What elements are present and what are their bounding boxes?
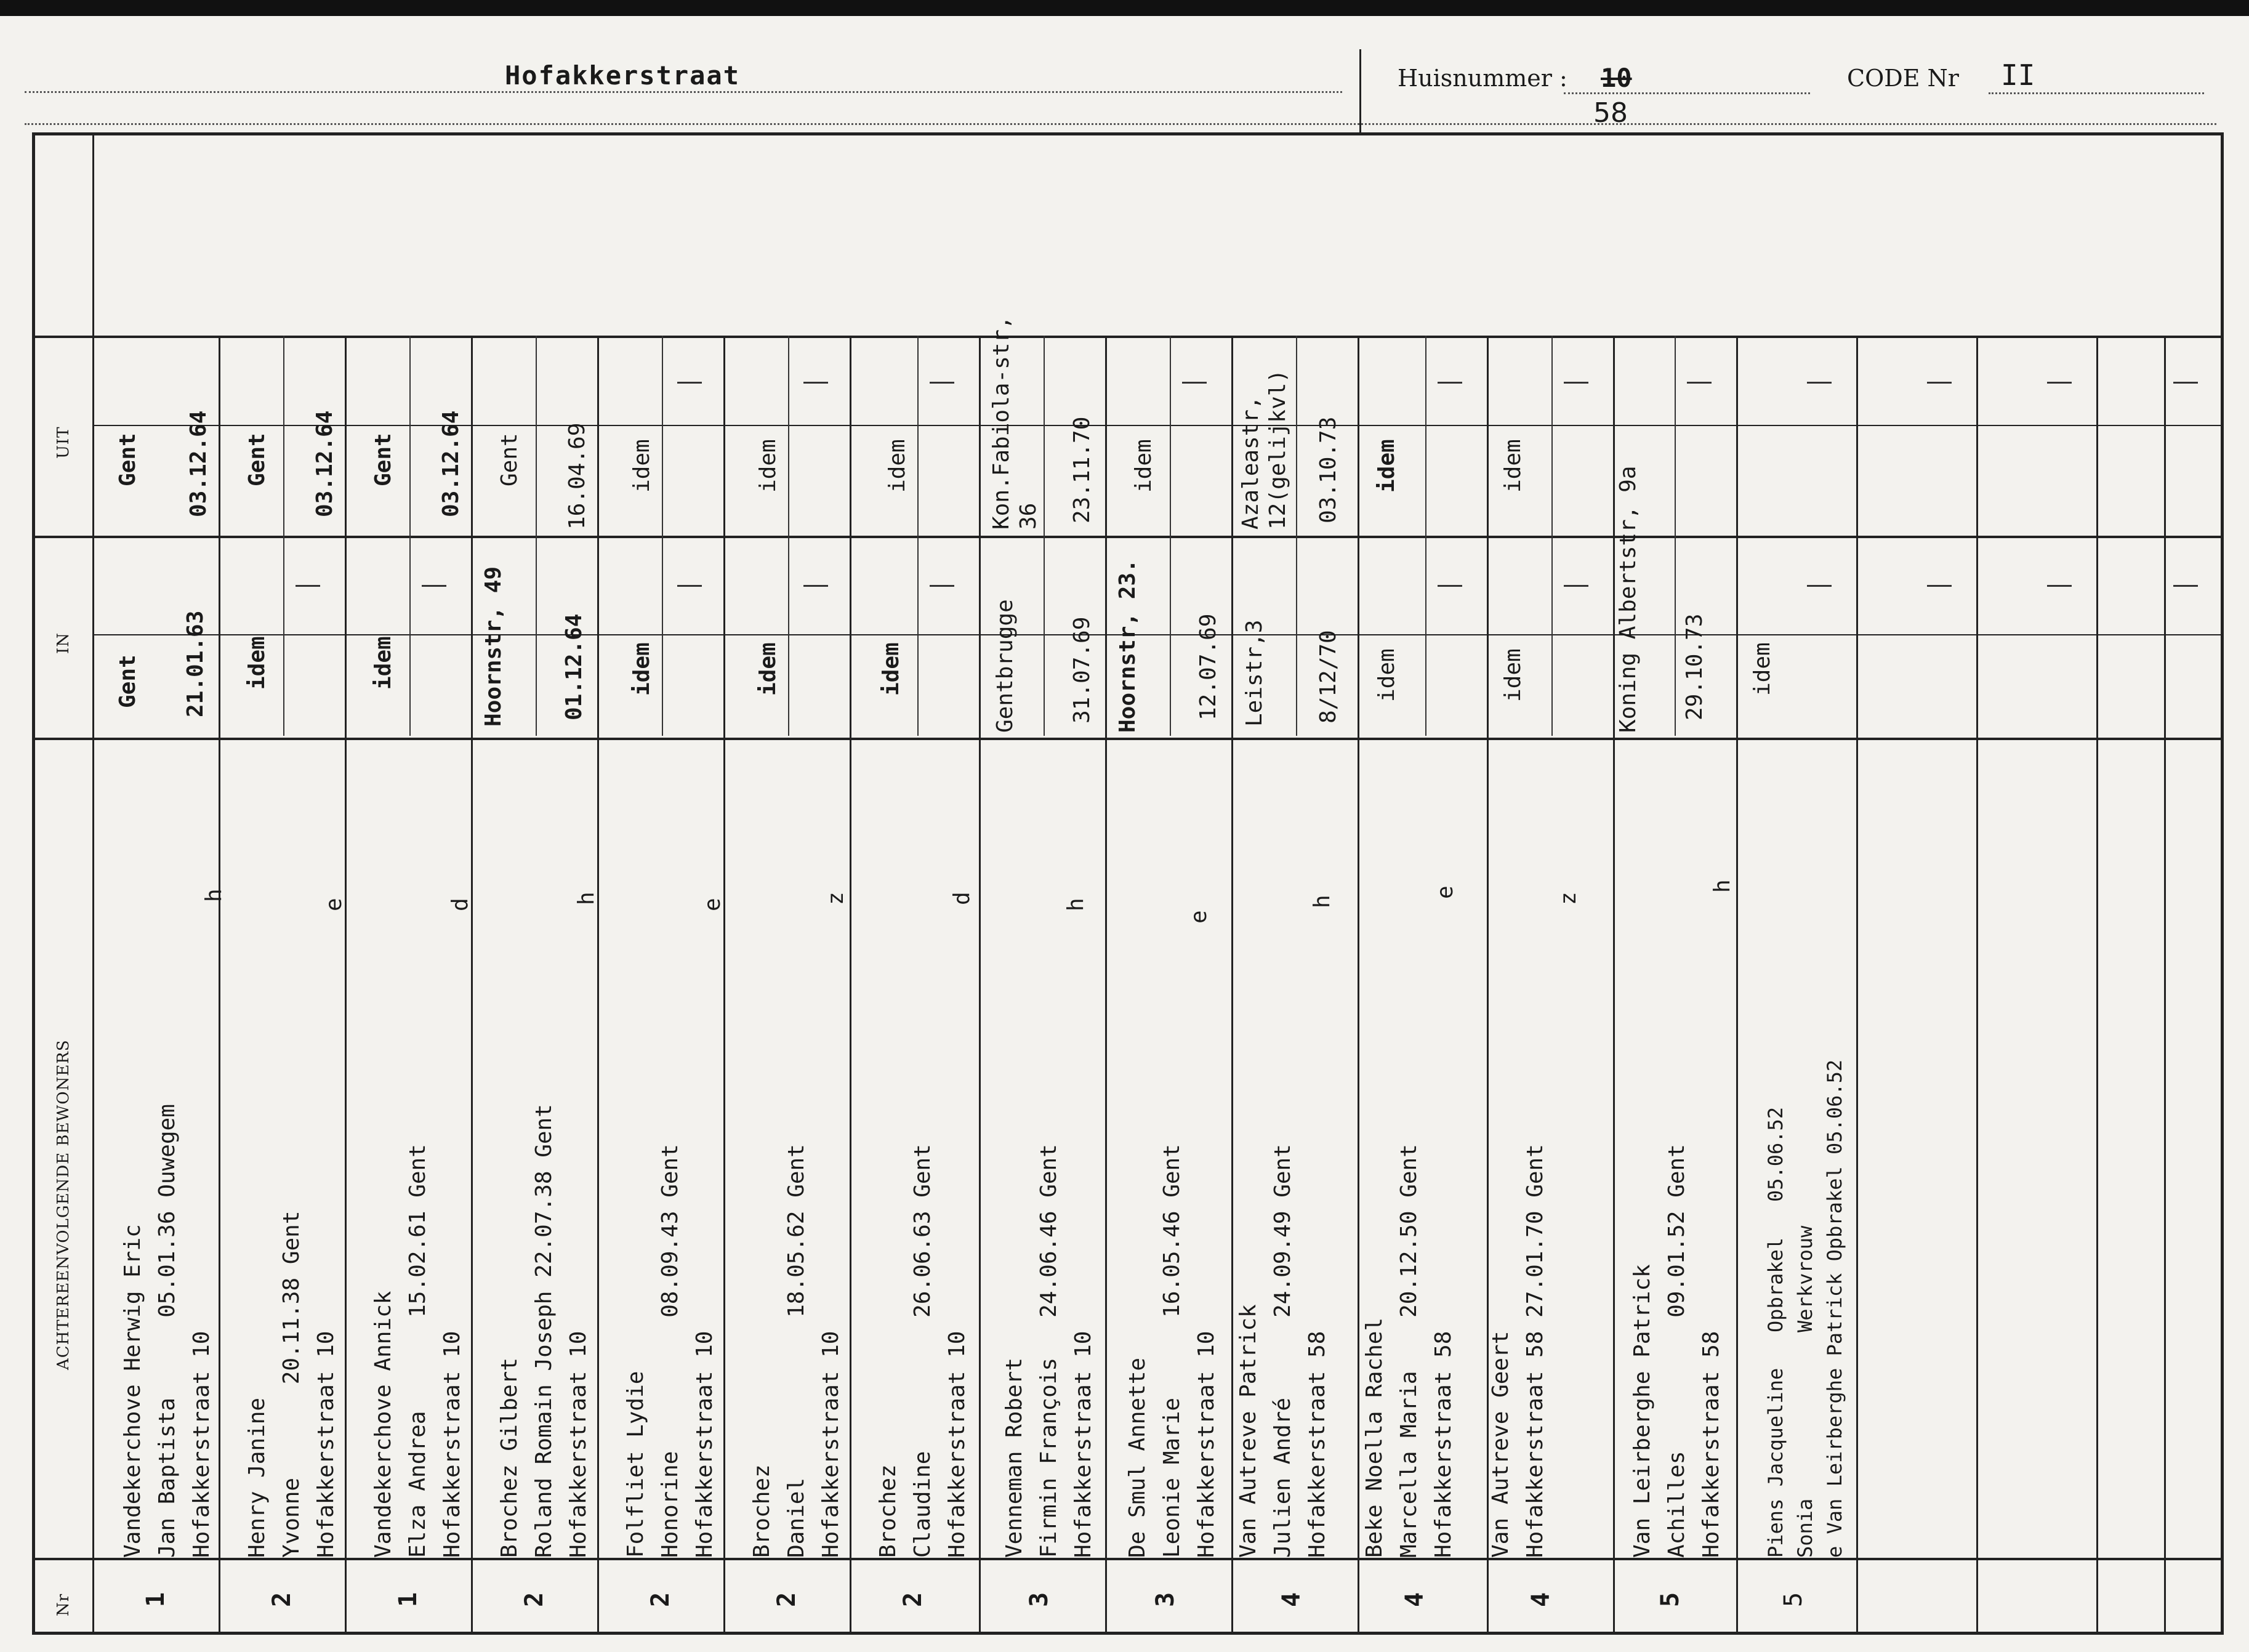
uit-label: UIT (54, 426, 73, 459)
uit-date-line (92, 425, 2223, 426)
empty-mark (803, 585, 828, 587)
uit-date-8: 23.11.70 (1069, 416, 1095, 523)
sub-line-6 (917, 336, 919, 736)
in-date-4: 01.12.64 (561, 613, 587, 720)
nr-13: 5 (1656, 1592, 1684, 1607)
huisnummer-dotted-line (1564, 92, 1810, 94)
uit-place-5: idem (629, 439, 654, 493)
bewoners-label: ACHTEREENVOLGENDE BEWONERS (54, 1039, 73, 1370)
in-place-8: Gentbrugge (992, 599, 1018, 733)
col-line-8 (1105, 336, 1107, 1635)
empty-mark (1438, 382, 1462, 384)
in-place-13: Koning Albertstr, 9a (1615, 465, 1641, 733)
resident-1: Vandekerchove Herwig Eric Jan Baptista 05.01.36 Ouwegem Hofakkerstraat 10 (120, 1104, 214, 1558)
uit-place-1: Gent (115, 433, 140, 486)
in-label: IN (54, 632, 73, 654)
role-13: h (1710, 879, 1735, 893)
nr-4: 2 (520, 1592, 549, 1607)
empty-mark (1927, 382, 1952, 384)
role-7: d (949, 892, 975, 905)
header-divider (1359, 49, 1361, 132)
in-place-1: Gent (115, 655, 140, 708)
in-place-4: Hoornstr, 49 (481, 566, 506, 727)
col-line-6 (850, 336, 851, 1635)
nr-12: 4 (1527, 1592, 1555, 1607)
role-11: e (1433, 885, 1458, 899)
in-date-10: 8/12/70 (1316, 630, 1341, 723)
street-name: Hofakkerstraat (505, 60, 741, 91)
resident-6: Brochez Daniel 18.05.62 Gent Hofakkerstraat 10 (749, 1144, 843, 1558)
in-place-6: idem (755, 642, 781, 696)
resident-10: Van Autreve Patrick Julien André 24.09.49 Gent Hofakkerstraat 58 (1236, 1144, 1330, 1558)
in-place-7: idem (879, 642, 904, 696)
in-place-3: idem (371, 636, 396, 690)
resident-7: Brochez Claudine 26.06.63 Gent Hofakkerstraat 10 (875, 1144, 970, 1558)
empty-mark (422, 585, 446, 587)
sub-line-1 (283, 336, 284, 736)
empty-mark (2047, 382, 2072, 384)
in-date-8: 31.07.69 (1069, 616, 1095, 723)
role-12: z (1556, 892, 1581, 905)
uit-place-7: idem (885, 439, 910, 493)
in-place-5: idem (629, 642, 654, 696)
in-place-11: idem (1374, 648, 1399, 702)
empty-mark (1438, 585, 1462, 587)
in-place-14: idem (1750, 642, 1775, 696)
empty-mark (1927, 585, 1952, 587)
sub-line-2 (409, 336, 411, 736)
empty-mark (1564, 382, 1588, 384)
code-value: II (2001, 58, 2035, 92)
nr-14: 5 (1779, 1592, 1808, 1607)
uit-place-3: Gent (371, 433, 396, 486)
in-date-13: 29.10.73 (1682, 613, 1707, 720)
resident-12: Van Autreve Geert Hofakkerstraat 58 27.01.70 Gent (1488, 1144, 1548, 1558)
resident-14: Piens Jacqueline Opbrakel 05.06.52 Sonia Werkvrouw e Van Leirberghe Patrick Opbrakel 05.06.52 (1764, 1059, 1846, 1558)
in-place-10: Leistr,3 (1242, 619, 1267, 727)
code-label: CODE Nr (1847, 65, 1959, 92)
street-dotted-line (25, 91, 1342, 93)
col-line-4 (597, 336, 599, 1635)
uit-date-1: 03.12.64 (186, 410, 211, 517)
col-line-7 (979, 336, 981, 1635)
role-3: d (448, 898, 473, 911)
resident-4: Brochez Gilbert Roland Romain Joseph 22.07.38 Gent Hofakkerstraat 10 (497, 1104, 591, 1558)
col-line-3 (471, 336, 473, 1635)
role-5: e (700, 898, 725, 911)
bewoners-nr-divider (32, 1558, 2224, 1560)
role-9: e (1186, 910, 1212, 924)
header-under-line (25, 123, 2216, 125)
empty-mark (2047, 585, 2072, 587)
col-line-2 (345, 336, 347, 1635)
huisnummer-new: 58 (1593, 97, 1628, 129)
sub-line-11 (1551, 336, 1553, 736)
sub-line-12 (1675, 336, 1676, 736)
col-line-15 (1976, 336, 1978, 1635)
resident-3: Vandekerchove Annick Elza Andrea 15.02.61 Gent Hofakkerstraat 10 (371, 1144, 465, 1558)
col-line-17 (2164, 336, 2166, 1635)
nr-5: 2 (646, 1592, 675, 1607)
role-6: z (823, 892, 848, 905)
label-column-line (92, 132, 94, 1635)
sub-line-4 (662, 336, 663, 736)
sub-line-8 (1170, 336, 1171, 736)
in-date-line (92, 634, 2223, 635)
col-line-13 (1736, 336, 1738, 1635)
in-date-9: 12.07.69 (1196, 613, 1221, 720)
top-section-line (32, 336, 2224, 338)
role-8: h (1063, 898, 1088, 911)
col-line-14 (1856, 336, 1858, 1635)
sub-line-9 (1296, 336, 1297, 736)
nr-label: Nr (54, 1593, 73, 1616)
sub-line-7 (1044, 336, 1045, 736)
empty-mark (677, 585, 702, 587)
empty-mark (2173, 585, 2198, 587)
uit-place-10: Azaleastr, 12(gelijkvl) (1238, 369, 1290, 530)
huisnummer-label: Huisnummer : (1398, 65, 1567, 92)
empty-mark (1687, 382, 1712, 384)
role-4: h (574, 892, 599, 905)
resident-2: Henry Janine Yvonne 20.11.38 Gent Hofakkerstraat 10 (244, 1211, 339, 1558)
nr-8: 3 (1025, 1592, 1053, 1607)
uit-place-11: idem (1374, 439, 1399, 493)
sub-line-3 (536, 336, 537, 736)
empty-mark (930, 585, 954, 587)
uit-date-2: 03.12.64 (312, 410, 337, 517)
uit-place-6: idem (755, 439, 781, 493)
col-line-12 (1613, 336, 1615, 1635)
empty-mark (930, 382, 954, 384)
col-line-5 (723, 336, 725, 1635)
sub-line-5 (788, 336, 789, 736)
code-dotted-line (1989, 92, 2204, 94)
uit-place-4: Gent (497, 433, 522, 486)
nr-11: 4 (1401, 1592, 1429, 1607)
empty-mark (1182, 382, 1207, 384)
empty-mark (1564, 585, 1588, 587)
in-date-1: 21.01.63 (183, 610, 208, 717)
empty-mark (296, 585, 320, 587)
nr-1: 1 (142, 1592, 170, 1607)
sub-line-10 (1425, 336, 1426, 736)
empty-mark (2173, 382, 2198, 384)
uit-place-9: idem (1131, 439, 1156, 493)
resident-11: Beke Noella Rachel Marcella Maria 20.12.50 Gent Hofakkerstraat 58 (1362, 1144, 1456, 1558)
empty-mark (677, 382, 702, 384)
empty-mark (803, 382, 828, 384)
uit-place-2: Gent (244, 433, 270, 486)
uit-date-10: 03.10.73 (1316, 416, 1341, 523)
nr-2: 2 (268, 1592, 296, 1607)
resident-8: Venneman Robert Firmin François 24.06.46 Gent Hofakkerstraat 10 (1002, 1144, 1096, 1558)
in-place-12: idem (1500, 648, 1526, 702)
uit-date-4: 16.04.69 (565, 422, 590, 530)
resident-9: De Smul Annette Leonie Marie 16.05.46 Gent Hofakkerstraat 10 (1125, 1144, 1219, 1558)
nr-9: 3 (1151, 1592, 1180, 1607)
uit-place-12: idem (1500, 439, 1526, 493)
nr-6: 2 (773, 1592, 801, 1607)
resident-13: Van Leirberghe Patrick Achilles 09.01.52 Gent Hofakkerstraat 58 (1630, 1144, 1724, 1558)
role-2: e (321, 898, 347, 911)
nr-10: 4 (1277, 1592, 1306, 1607)
role-1: h (201, 888, 227, 902)
nr-7: 2 (899, 1592, 927, 1607)
huisnummer-old: 10 (1601, 63, 1632, 93)
role-10: h (1310, 895, 1335, 908)
resident-5: Folfliet Lydie Honorine 08.09.43 Gent Hofakkerstraat 10 (623, 1144, 717, 1558)
nr-3: 1 (394, 1592, 422, 1607)
uit-place-8: Kon.Fabiola-str, 36 (989, 316, 1041, 530)
empty-mark (1807, 585, 1832, 587)
in-place-2: idem (244, 636, 270, 690)
empty-mark (1807, 382, 1832, 384)
in-bewoners-divider (32, 738, 2224, 740)
uit-date-3: 03.12.64 (438, 410, 464, 517)
in-place-9: Hoornstr, 23. (1115, 559, 1140, 733)
col-line-16 (2096, 336, 2098, 1635)
scan-top-edge (0, 0, 2249, 16)
